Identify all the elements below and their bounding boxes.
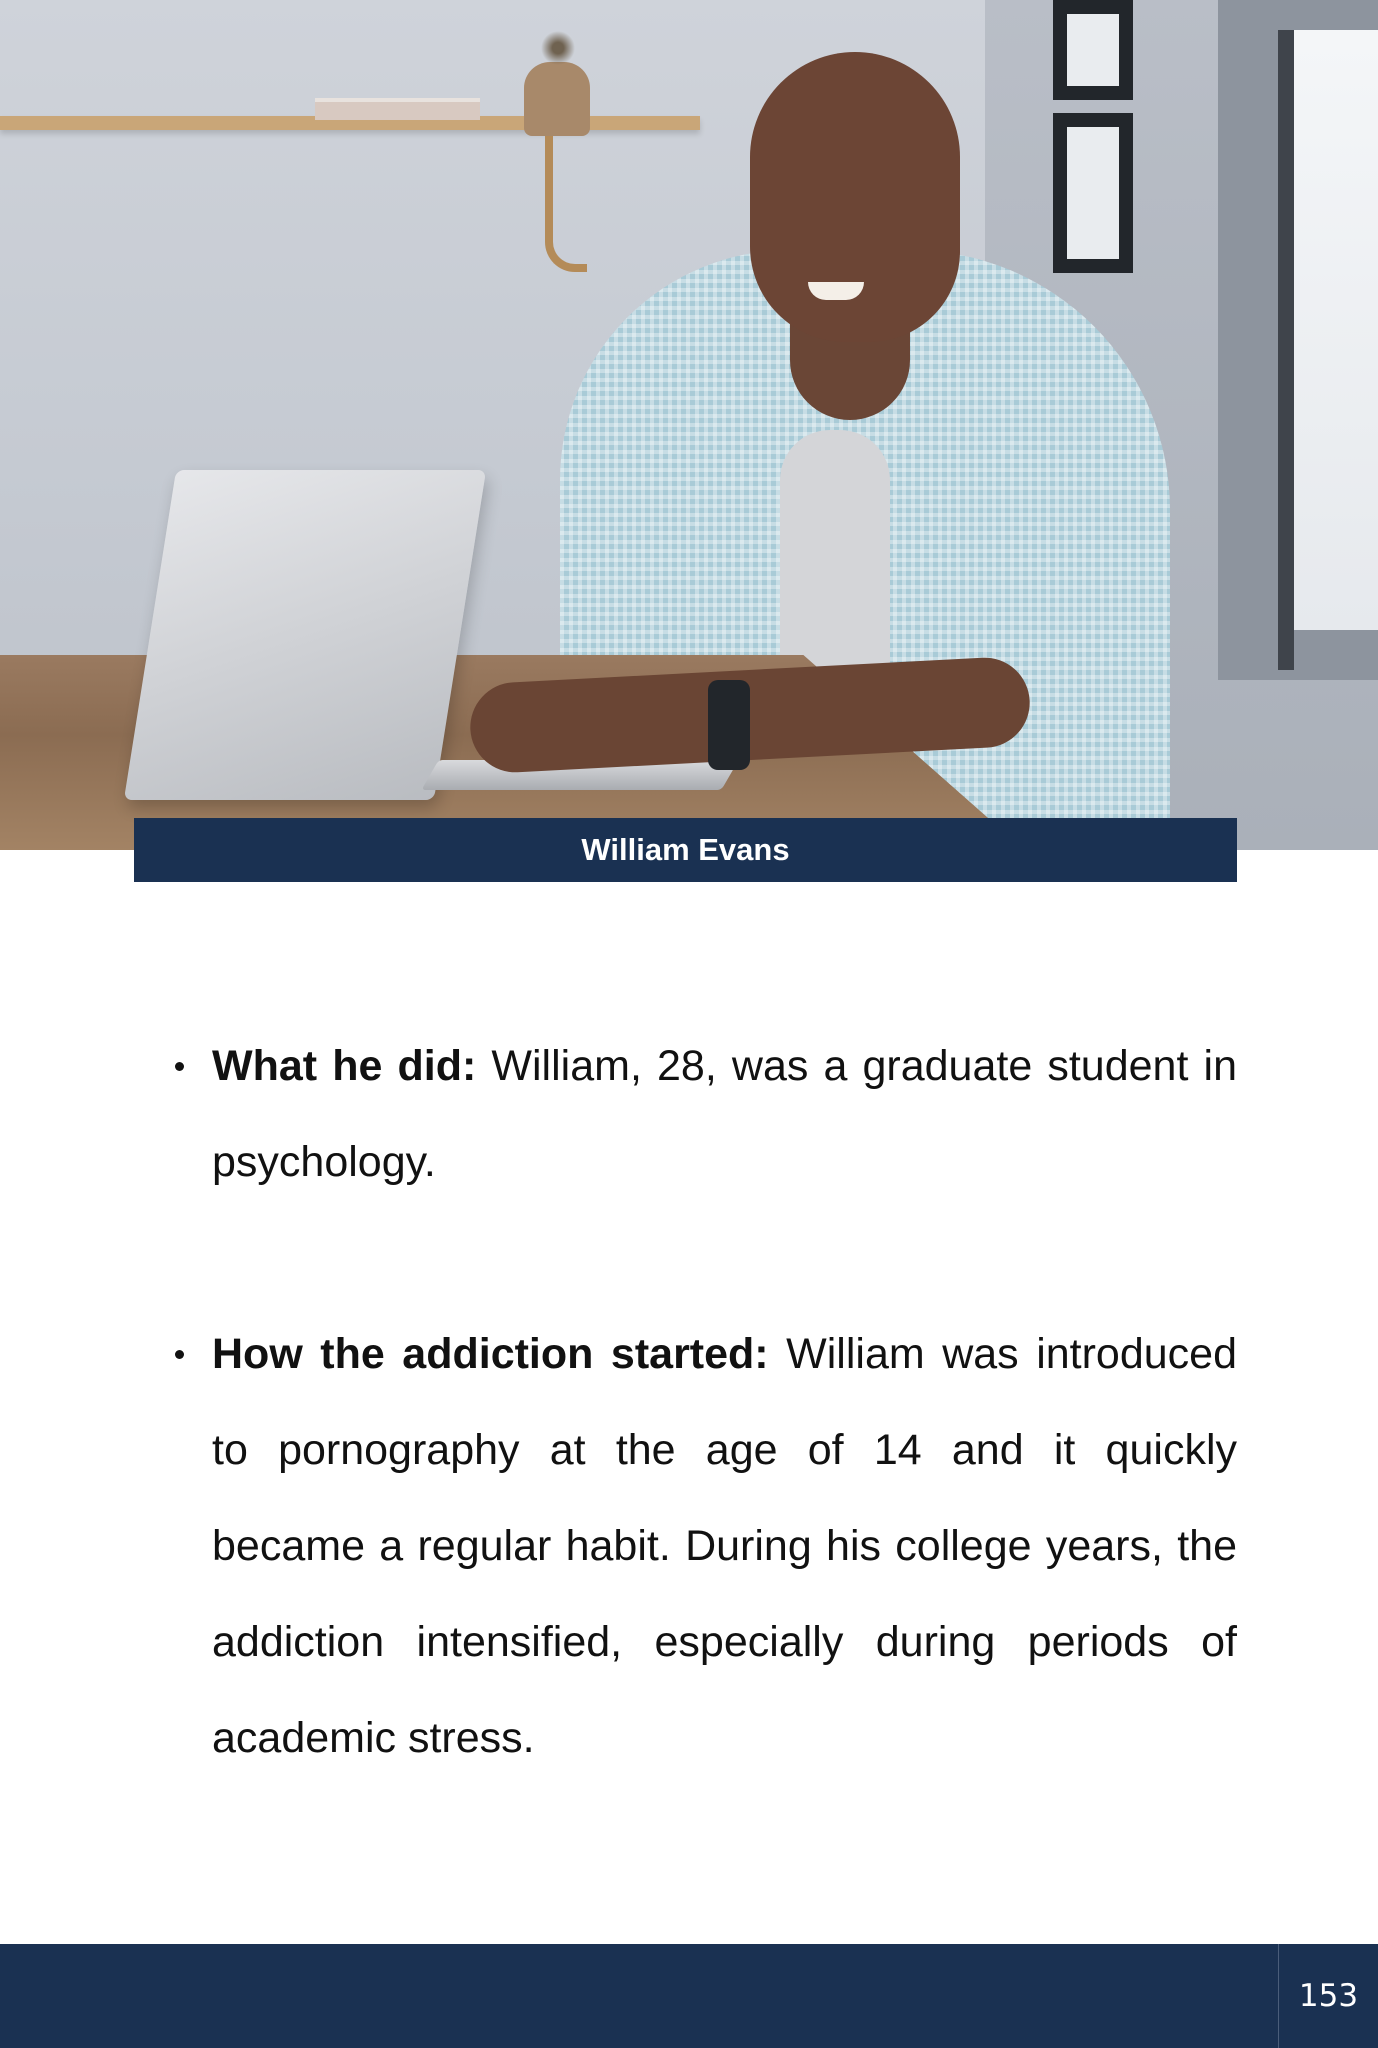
plant (538, 28, 578, 68)
bullet-item (162, 1018, 1237, 1210)
shelf-books (315, 98, 480, 120)
page-number (1278, 1944, 1378, 2048)
bullet-label: What he did: (212, 1042, 492, 1090)
hero-photo (0, 0, 1378, 850)
shelf-vase (524, 62, 590, 136)
person-name: William Evans (581, 832, 790, 867)
footer-bar (0, 1944, 1378, 2048)
bullet-label: How the addiction started: (212, 1330, 787, 1378)
bullet-text: William was introduced to pornography at the age of 14 and it quickly became a regular habit. During his college years, the addiction intensified, especially during periods of academic stress. (212, 1330, 1237, 1762)
window-frame (1278, 30, 1294, 670)
person-undershirt (780, 430, 890, 690)
laptop-lid (124, 470, 486, 800)
page-number-text: 153 (1298, 1978, 1359, 2014)
shelf-bracket (545, 128, 587, 272)
bullet-item (162, 1306, 1237, 1786)
person-head (750, 52, 960, 342)
window-glass (1292, 30, 1378, 630)
bullet-list (162, 1018, 1237, 1882)
bullet-dot (175, 1062, 184, 1071)
name-banner (134, 818, 1237, 882)
wall-picture-frame (1053, 113, 1133, 273)
wall-picture-frame (1053, 0, 1133, 100)
bullet-dot (175, 1350, 184, 1359)
wristwatch (708, 680, 750, 770)
bullet-text: William, 28, was a graduate student in psychology. (212, 1042, 1237, 1186)
